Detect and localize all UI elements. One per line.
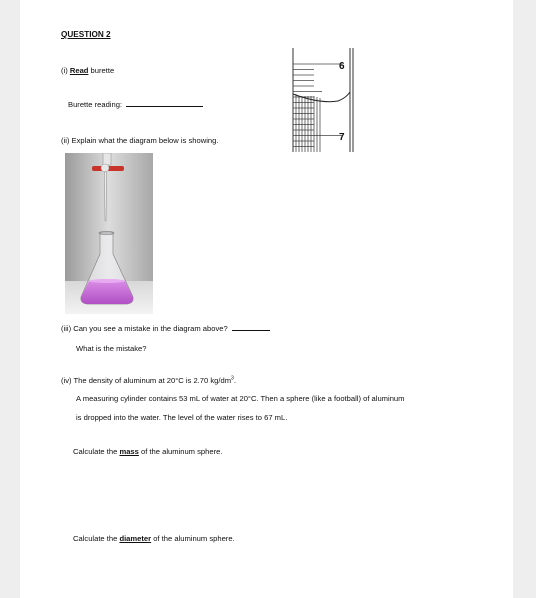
calculate-mass-line: [73, 448, 222, 456]
part-i-instruction: [61, 67, 114, 75]
part-i-prefix: (i): [61, 66, 70, 75]
part-iii-follow-up: What is the mistake?: [76, 344, 147, 353]
mass-prefix: Calculate the: [73, 447, 120, 456]
mass-keyword: mass: [119, 447, 139, 456]
part-iii-answer-blank[interactable]: [232, 329, 270, 331]
diameter-keyword: diameter: [119, 534, 152, 543]
read-keyword: Read: [69, 66, 89, 75]
stopcock-valve: [101, 164, 109, 172]
part-iv-intro-prefix: (iv) The density of aluminum at 20°C is 2.70 kg/dm: [61, 376, 232, 385]
burette-reading-label: Burette reading:: [68, 100, 123, 109]
burette-tube: [103, 153, 111, 165]
scale-label-6: 6: [339, 61, 345, 72]
part-iii-question-line: [61, 325, 270, 333]
part-iv-intro-exponent: 3: [231, 375, 234, 382]
burette-tip: [105, 172, 107, 221]
solution-surface: [89, 279, 125, 283]
diameter-suffix: of the aluminum sphere.: [151, 534, 235, 543]
burette-reading-blank[interactable]: [126, 105, 203, 107]
part-iv-intro: [61, 377, 236, 385]
burette-reading-line: [68, 101, 203, 109]
part-iv-line-2: is dropped into the water. The level of the water rises to 67 mL.: [76, 413, 288, 422]
calculate-diameter-line: [73, 535, 235, 543]
diameter-prefix: Calculate the: [73, 534, 120, 543]
part-iii-question: (iii) Can you see a mistake in the diagram above?: [61, 324, 228, 333]
part-i-suffix: burette: [88, 66, 115, 75]
part-ii-instruction: (ii) Explain what the diagram below is showing.: [61, 136, 219, 145]
question-title: QUESTION 2: [61, 30, 111, 39]
part-iv-line-1: A measuring cylinder contains 53 mL of water at 20°C. Then a sphere (like a football) of aluminum: [76, 394, 405, 403]
scale-label-7: 7: [339, 132, 345, 143]
burette-scale-figure: [292, 46, 356, 152]
pink-solution: [81, 281, 133, 304]
part-iv-intro-suffix: .: [233, 376, 236, 385]
burette-background: [292, 46, 356, 152]
titration-photo: [65, 153, 153, 314]
mass-suffix: of the aluminum sphere.: [138, 447, 223, 456]
worksheet-page: [20, 0, 513, 598]
